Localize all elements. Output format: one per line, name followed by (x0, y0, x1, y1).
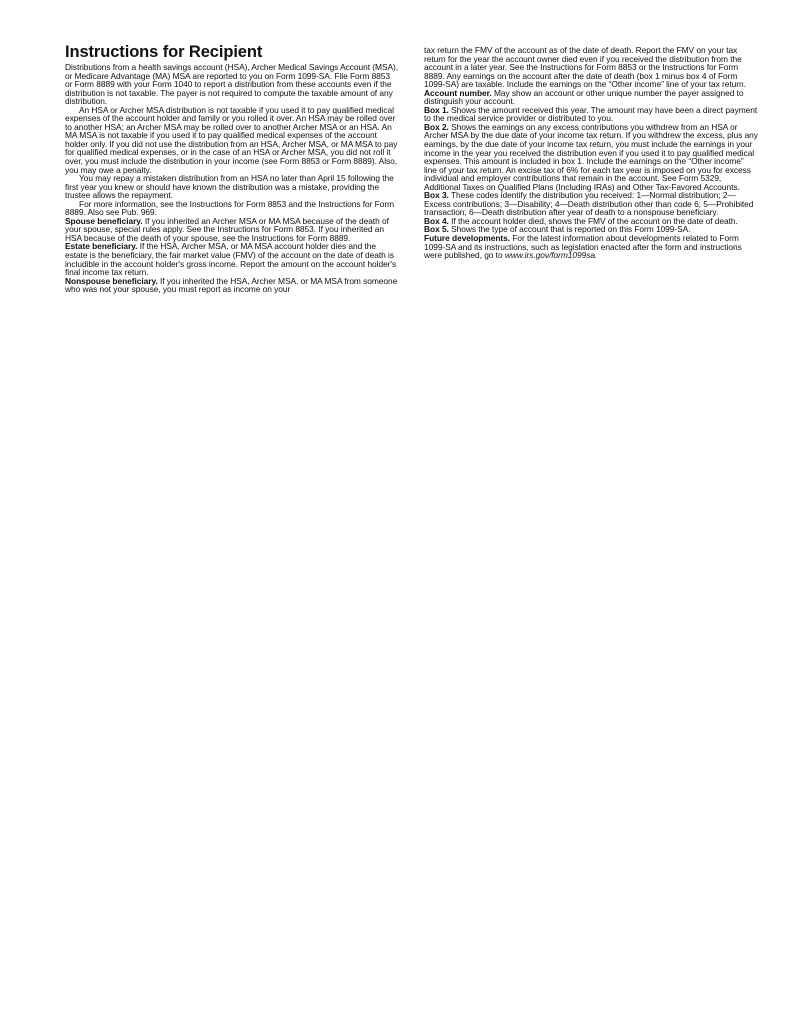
right-column (424, 46, 758, 260)
section-heading: Future developments. (424, 233, 511, 244)
section-heading: Box 5. (424, 224, 449, 235)
section-body: If the HSA, Archer MSA, or MA MSA account holder dies and the estate is the beneficiary, the fair market value (FMV) of the account on the date of death is includible in the account holder's gross income. Report the amount on the account holder's final income tax return. (65, 241, 397, 278)
section-heading: Account number. (424, 87, 492, 98)
section-body: May show an account or other unique number the payer assigned to distinguish your account. (424, 87, 744, 107)
left-column (65, 43, 399, 294)
nonspouse-beneficiary-section (65, 277, 399, 294)
section-heading: Box 3. (424, 190, 449, 201)
section-body: Shows the earnings on any excess contributions you withdrew from an HSA or Archer MSA by the due date of your income tax return. If you withdrew the excess, plus any earnings, by the due date of your income tax return, you must include the earnings in your income in the year you received the distribution even if you used it to pay qualified medical expenses. This amount is included in box 1. Include the earnings on the “Other income” line of your tax return. An excise tax of 6% for each tax year is imposed on you for excess individual and employer contributions that remain in the account. See Form 5329, Additional Taxes on Qualified Plans (Including IRAs) and Other Tax-Favored Accounts. (424, 121, 758, 192)
more-info-paragraph: For more information, see the Instructions for Form 8853 and the Instructions for Form 8889. Also see Pub. 969. (65, 198, 395, 218)
irs-link[interactable]: www.irs.gov/form1099sa. (504, 250, 598, 261)
section-body: For the latest information about developments related to Form 1099-SA and its instructions, such as legislation enacted after the form and instructions were published, go to (424, 233, 742, 261)
section-body: Shows the amount received this year. The amount may have been a direct payment to the medical service provider or distributed to you. (424, 104, 758, 124)
section-heading: Box 4. (424, 215, 449, 226)
section-body: If you inherited an Archer MSA or MA MSA because of the death of your spouse, special rules apply. See the Instructions for Form 8853. If you inherited an HSA because of the death of your spouse, see the Instructions for Form 8889. (65, 215, 389, 243)
intro-paragraph: Distributions from a health savings account (HSA), Archer Medical Savings Account (MSA), or Medicare Advantage (MA) MSA are reported to you on Form 1099-SA. File Form 8853 or Form 8889 with your Form 1040 to report a distribution from these accounts even if the distribution is not taxable. The payer is not required to compute the taxable amount of any distribution. (65, 62, 399, 107)
section-heading: Spouse beneficiary. (65, 215, 143, 226)
section-body: If the account holder died, shows the FMV of the account on the date of death. (451, 215, 738, 226)
spouse-beneficiary-section (65, 217, 399, 243)
section-body: Shows the type of account that is reported on this Form 1099-SA. (451, 224, 691, 235)
section-heading: Box 1. (424, 104, 449, 115)
account-number-section (424, 89, 758, 106)
section-body: If you inherited the HSA, Archer MSA, or MA MSA from someone who was not your spouse, you must report as income on your (65, 275, 398, 295)
page-title: Instructions for Recipient (65, 43, 263, 61)
section-body: These codes identify the distribution you received: 1—Normal distribution; 2—Excess contributions; 3—Disability; 4—Death distribution other than code 6; 5—Prohibited transaction; 6—Death distribution after year of death to a nonspouse beneficiary. (424, 190, 754, 218)
section-heading: Nonspouse beneficiary. (65, 275, 158, 286)
future-developments-section (424, 234, 758, 260)
section-heading: Box 2. (424, 121, 449, 132)
box2-section (424, 123, 758, 191)
taxability-paragraph: An HSA or Archer MSA distribution is not taxable if you used it to pay qualified medical expenses of the account holder and family or you rolled it over. An HSA may be rolled over to another HSA; an Archer MSA may be rolled over to another Archer MSA or an HSA. An MA MSA is not taxable if you used it to pay qualified medical expenses of the account holder only. If you did not use the distribution from an HSA, Archer MSA, or MA MSA to pay for qualified medical expenses, or in the case of an HSA or Archer MSA, you did not roll it over, you must include the distribution in your income (see Form 8853 or Form 8889). Also, you may owe a penalty. (65, 104, 398, 175)
box1-section (424, 106, 758, 123)
estate-beneficiary-section (65, 242, 399, 276)
section-heading: Estate beneficiary. (65, 241, 138, 252)
nonspouse-continued: tax return the FMV of the account as of the date of death. Report the FMV on your tax return for the year the account owner died even if you received the distribution from the account in a later year. See the Instructions for Form 8853 or the Instructions for Form 8889. Any earnings on the account after the date of death (box 1 minus box 4 of Form 1099-SA) are taxable. Include the earnings on the “Other income” line of your tax return. (424, 45, 746, 90)
box3-section (424, 191, 758, 217)
repayment-paragraph: You may repay a mistaken distribution from an HSA no later than April 15 following the first year you knew or should have known the distribution was a mistake, providing the trustee allows the repayment. (65, 173, 394, 201)
